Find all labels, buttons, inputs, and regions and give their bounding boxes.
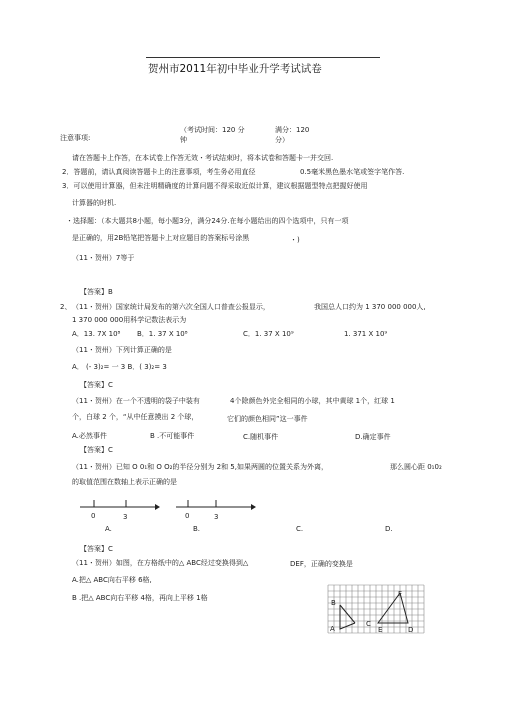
q3-stem: （11・贺州）下列计算正确的是 — [72, 346, 172, 354]
q2-option-d: 1. 371 X 10⁹ — [344, 330, 388, 338]
grid-label-e: E — [378, 626, 383, 634]
q2-stem-b: 我国总人口约为 1 370 000 000人, — [314, 303, 426, 311]
q2-stem-c: 1 370 000 000用科学记数法表示为 — [72, 316, 187, 324]
q2-option-b: B．1. 37 X 10⁸ — [137, 330, 188, 338]
notice-2-tail: 0.5毫米黑色墨水笔或签字笔作答. — [300, 168, 405, 176]
q5-axis-label-3b: 3 — [214, 513, 219, 521]
q3-answer: 【答案】C — [80, 381, 113, 389]
page-title: 贺州市2011年初中毕业升学考试试卷 — [148, 63, 322, 75]
q5-option-c: C. — [296, 525, 304, 533]
q5-number-line-b — [176, 496, 256, 512]
section-heading: ・选择题：（本大题共8小题，每小题3分，满分24分.在每小题给出的四个选项中，只有一项 — [66, 217, 349, 225]
q5-stem-b: 那么圆心距 0₁0₂ — [390, 463, 442, 471]
title-rule — [146, 57, 380, 58]
q2-number: 2、 — [60, 303, 72, 311]
q6-stem-a: （11・贺州）如图，在方格纸中的△ ABC经过变换得到△ — [72, 559, 249, 567]
section-heading-2-tail: ・) — [290, 236, 300, 244]
q5-axis-label-0a: 0 — [91, 512, 96, 520]
notice-2: 2．答题前，请认真阅读答题卡上的注意事项，考生务必用直径 — [62, 168, 256, 176]
q5-option-b: B. — [193, 525, 201, 533]
q2-option-c: C．1. 37 X 10⁹ — [243, 330, 294, 338]
q3-options: A． (- 3)₂= 一 3 B．( 3)₂= 3 — [72, 363, 167, 371]
q2-option-a: A．13. 7X 10⁸ — [72, 330, 121, 338]
q4-option-b: B .不可能事件 — [150, 432, 195, 440]
notice-label: 注意事项: — [60, 134, 91, 142]
q4-option-c: C.随机事件 — [243, 433, 279, 441]
q6-stem-b: DEF，正确的变换是 — [290, 560, 353, 568]
q5-stem-c: 的取值范围在数轴上表示正确的是 — [72, 478, 177, 486]
notice-1: 请在答题卡上作答，在本试卷上作答无效・考试结束时，将本试卷和答题卡一并交回. — [72, 154, 334, 162]
q4-stem-d: 它们的颜色相同”这一事件 — [227, 415, 308, 423]
q4-answer: 【答案】C — [80, 446, 113, 454]
q6-option-a: A.把△ ABC向右平移 6格, — [72, 576, 152, 584]
exam-time-line1: （考试时间：120 分 — [180, 126, 245, 134]
q5-axis-label-0b: 0 — [185, 512, 190, 520]
grid-label-a: A — [330, 625, 335, 633]
q6-option-b: B .把△ ABC向右平移 4格，再向上平移 1格 — [72, 594, 208, 602]
q5-option-a: A. — [105, 525, 112, 533]
grid-label-c: C — [366, 620, 371, 628]
q4-stem-c: 个，白球 2 个，“从中任意摸出 2 个球， — [72, 413, 199, 421]
q4-option-a: A.必然事件 — [72, 432, 107, 440]
q1-stem: （11・贺州）7等于 — [72, 254, 135, 262]
q5-answer: 【答案】C — [80, 545, 113, 553]
q4-option-d: D.确定事件 — [355, 433, 391, 441]
q5-number-line-a — [80, 496, 160, 512]
full-score-line2: 分） — [275, 136, 289, 144]
notice-3-cont: 计算器的时机. — [72, 199, 117, 207]
q5-axis-label-3a: 3 — [123, 513, 128, 521]
grid-label-d: D — [408, 626, 414, 634]
section-heading-2: 是正确的，用2B铅笔把答题卡上对应题目的答案标号涂黑 — [72, 234, 250, 242]
full-score-line1: 满分：120 — [275, 126, 310, 134]
q5-option-d: D. — [385, 525, 393, 533]
q5-stem-a: （11・贺州）已知 O 0₁和 O O₂的半径分别为 2和 5,如果两圆的位置关系为外离， — [72, 463, 328, 471]
q2-stem-a: （11・贺州）国家统计局发布的第六次全国人口普查公报显示， — [72, 303, 270, 311]
q1-answer: 【答案】B — [80, 288, 113, 296]
grid-label-b: B — [331, 599, 336, 607]
q4-stem-b: 4个除颜色外完全相同的小球，其中黄球 1个，红球 1 — [230, 397, 395, 405]
grid-label-f: F — [398, 590, 403, 598]
q4-stem-a: （11・贺州）在一个不透明的袋子中装有 — [72, 397, 200, 405]
notice-3: 3．可以使用计算器，但未注明精确度的计算问题不得采取近似计算，建议根据题型特点把握好使用 — [62, 182, 368, 190]
exam-time-line2: 钟 — [180, 136, 187, 144]
